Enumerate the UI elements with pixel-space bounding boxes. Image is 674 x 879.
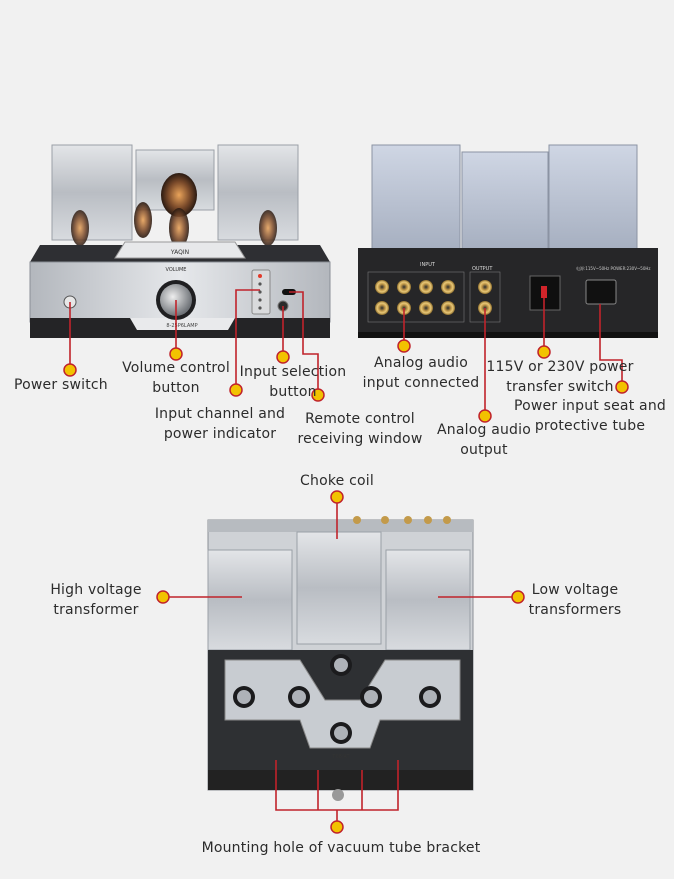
label-remote-control-line2: receiving window [297, 431, 423, 447]
label-high-voltage-line2: transformer [53, 602, 139, 618]
label-analog-output-line2: output [460, 442, 508, 458]
input-panel-label: INPUT [420, 262, 435, 268]
label-input-channel-line1: Input channel and [154, 406, 286, 422]
label-power-switch [14, 375, 108, 395]
label-power-seat-line2: protective tube [534, 418, 646, 434]
label-analog-output-line1: Analog audio [436, 422, 531, 438]
label-low-voltage-line1: Low voltage [531, 582, 619, 598]
label-choke-coil [288, 471, 386, 491]
brand-logo-text: YAQIN [170, 249, 190, 256]
label-analog-input-line1: Analog audio [373, 355, 468, 371]
label-low-voltage [524, 580, 626, 620]
model-text: 8-25P6LAMP [166, 323, 198, 329]
label-power-seat [508, 396, 672, 436]
label-high-voltage [40, 580, 152, 620]
label-choke-coil-text: Choke coil [300, 473, 374, 489]
label-mounting-hole-text: Mounting hole of vacuum tube bracket [201, 840, 481, 856]
label-remote-control-line1: Remote control [305, 411, 415, 427]
label-mounting-hole [186, 838, 496, 858]
front-amplifier [30, 145, 330, 338]
label-transfer-switch-line2: transfer switch [506, 379, 614, 395]
power-spec-text: 电源:115V~50Hz POWER:230V~50Hz [576, 266, 651, 271]
label-power-switch-text: Power switch [14, 377, 108, 393]
label-transfer-switch [482, 357, 638, 397]
label-volume-control-line1: Volume control [122, 360, 230, 376]
label-volume-control-line2: button [152, 380, 200, 396]
label-input-selection-line2: button [269, 384, 317, 400]
label-input-selection-line1: Input selection [239, 364, 347, 380]
label-input-channel [146, 404, 294, 444]
label-analog-input [356, 353, 486, 393]
volume-label: VOLUME [165, 267, 187, 273]
label-volume-control [108, 358, 244, 398]
label-remote-control [292, 409, 428, 449]
label-input-selection [232, 362, 354, 402]
rear-amplifier [358, 145, 658, 338]
output-panel-label: OUTPUT [472, 266, 493, 272]
label-transfer-switch-line1: 115V or 230V power [486, 359, 634, 375]
label-high-voltage-line1: High voltage [50, 582, 142, 598]
top-view-amplifier [208, 516, 473, 801]
label-low-voltage-line2: transformers [528, 602, 622, 618]
socket-label: T08/AT [332, 754, 350, 760]
label-analog-input-line2: input connected [362, 375, 480, 391]
label-power-seat-line1: Power input seat and [513, 398, 666, 414]
label-input-channel-line2: power indicator [163, 426, 277, 442]
